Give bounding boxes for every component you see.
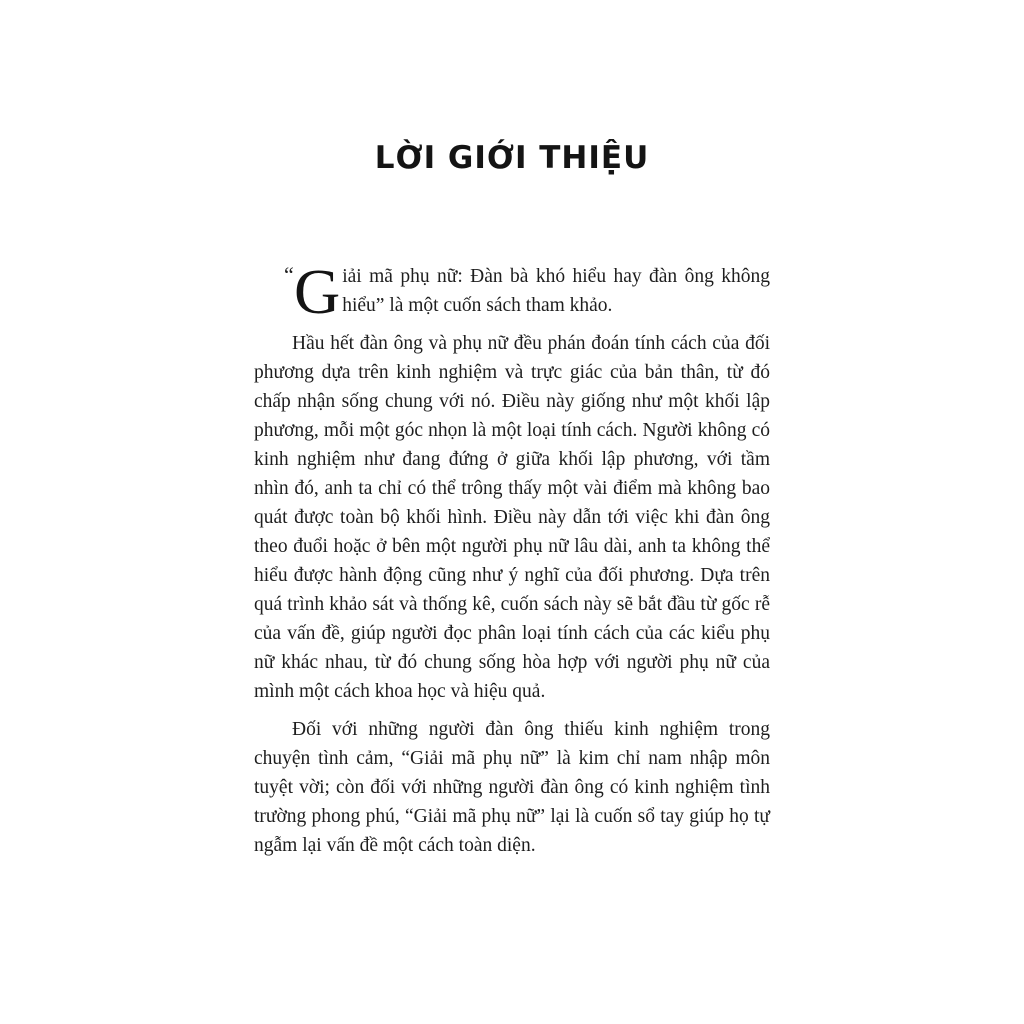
paragraph-2: Đối với những người đàn ông thiếu kinh nghiệm trong chuyện tình cảm, “Giải mã phụ nữ” là kim chỉ nam nhập môn tuyệt vời; còn đối với những người đàn ông có kinh nghiệm tình trường phong phú, “Giải mã phụ nữ” lại là cuốn sổ tay giúp họ tự ngẫm lại vấn đề một cách toàn diện. [254, 719, 770, 856]
intro-paragraph [254, 256, 770, 327]
intro-text: iải mã phụ nữ: Đàn bà khó hiểu hay đàn ông không hiểu” là một cuốn sách tham khảo. [342, 266, 770, 316]
chapter-title: LỜI GIỚI THIỆU [374, 140, 650, 176]
paragraph-1: Hầu hết đàn ông và phụ nữ đều phán đoán tính cách của đối phương dựa trên kinh nghiệm và trực giác của bản thân, từ đó chấp nhận sống chung với nó. Điều này giống như một khối lập phương, mỗi một góc nhọn là một loại tính cách. Người không có kinh nghiệm như đang đứng ở giữa khối lập phương, với tầm nhìn đó, anh ta chỉ có thể trông thấy một vài điểm mà không bao quát được toàn bộ khối hình. Điều này dẫn tới việc khi đàn ông theo đuổi hoặc ở bên một người phụ nữ lâu dài, anh ta không thể hiểu được hành động cũng như ý nghĩ của đối phương. Dựa trên quá trình khảo sát và thống kê, cuốn sách này sẽ bắt đầu từ gốc rễ của vấn đề, giúp người đọc phân loại tính cách của các kiểu phụ nữ khác nhau, từ đó chung sống hòa hợp với người phụ nữ của mình một cách khoa học và hiệu quả. [254, 333, 770, 702]
drop-cap: G [294, 256, 341, 327]
body-text [254, 256, 770, 869]
open-quote-mark: “ [284, 262, 294, 287]
